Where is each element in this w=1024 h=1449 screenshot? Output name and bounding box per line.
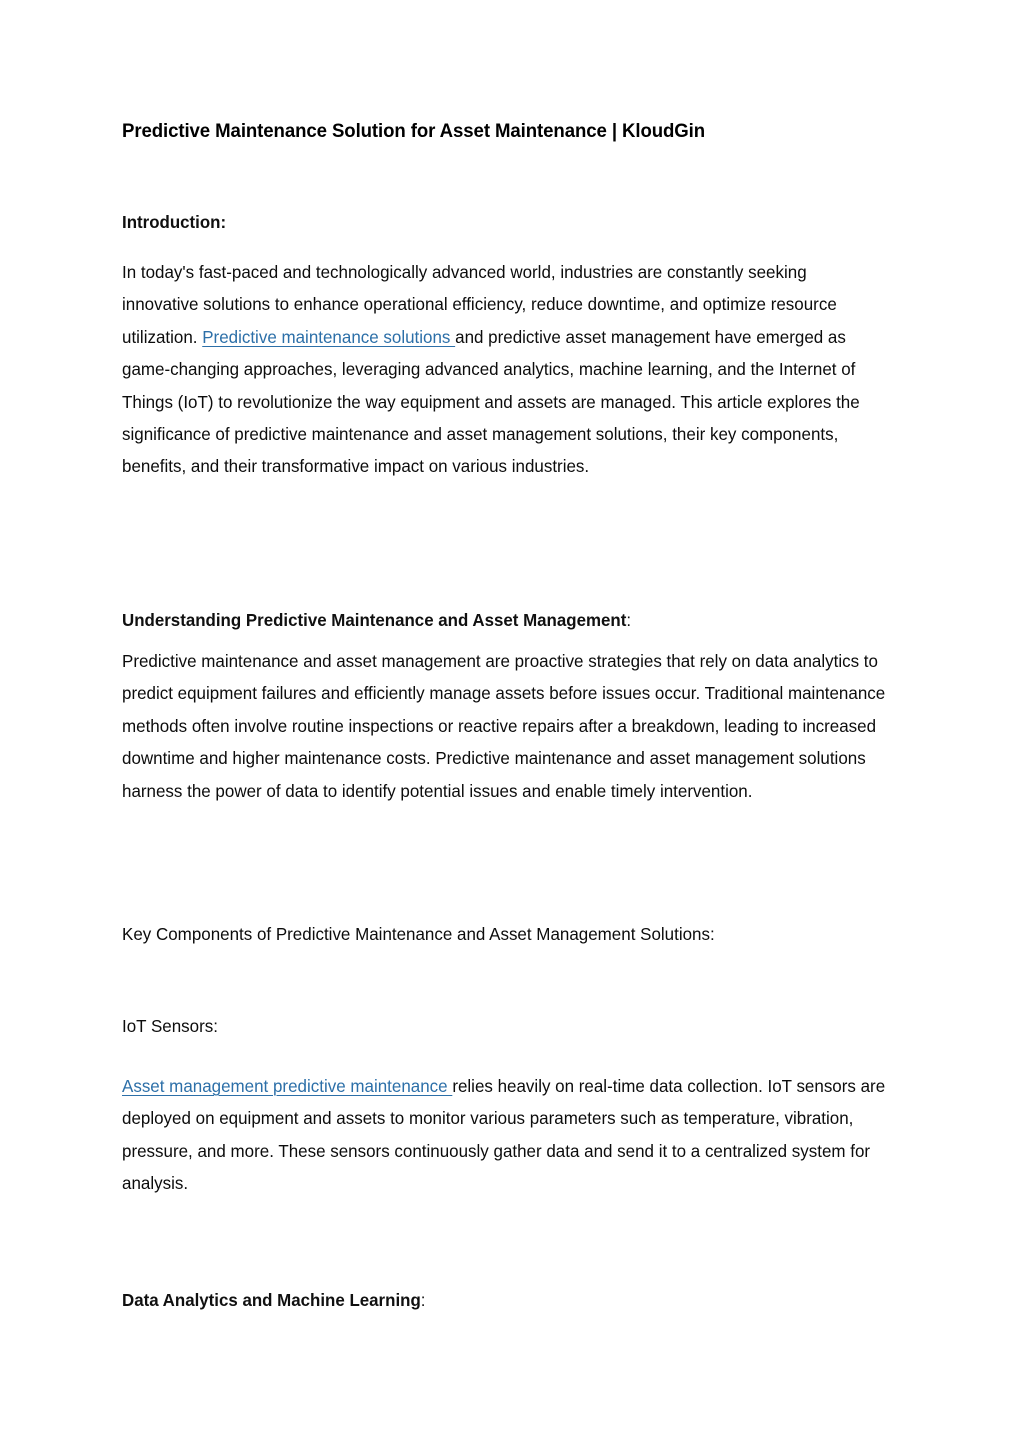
paragraph-understanding: Predictive maintenance and asset management are proactive strategies that rely on data analytics to predict equipment failures and efficiently manage assets before issues occur. Traditional maintenance methods often involve routine inspections or reactive repairs after a breakdown, leading to increased downtime and higher maintenance costs. Predictive maintenance and asset management solutions harness the power of data to identify potential issues and enable timely intervention. [122, 651, 886, 801]
heading-understanding [122, 608, 883, 632]
heading-understanding-colon: : [626, 610, 632, 630]
heading-data-analytics-label: Data Analytics and Machine Learning [122, 1290, 421, 1310]
paragraph-introduction [122, 256, 887, 483]
heading-data-analytics-colon: : [420, 1290, 426, 1310]
line-iot-sensors: IoT Sensors: [122, 1016, 218, 1036]
heading-data-analytics [122, 1288, 883, 1312]
heading-understanding-label: Understanding Predictive Maintenance and Asset Management [122, 610, 627, 630]
iot-text-after-link: relies heavily on real-time data collection. IoT sensors are deployed on equipment and assets to monitor various parameters such as temperature, vibration, pressure, and more. These sensors continuously gather data and send it to a centralized system for analysis. [122, 1076, 886, 1194]
paragraph-iot-sensors [122, 1070, 887, 1200]
intro-text-before-link: In today's fast-paced and technologically advanced world, industries are constantly seeking innovative solutions to enhance operational efficiency, reduce downtime, and optimize resource utilization. [122, 262, 837, 347]
line-key-components: Key Components of Predictive Maintenance and Asset Management Solutions: [122, 924, 715, 944]
link-predictive-maintenance-solutions[interactable]: Predictive maintenance solutions [202, 326, 456, 347]
link-asset-management-predictive-maintenance[interactable]: Asset management predictive maintenance [122, 1076, 453, 1096]
intro-text-after-link: and predictive asset management have emerged as game-changing approaches, leveraging advanced analytics, machine learning, and the Internet of Things (IoT) to revolutionize the way equipment and assets are managed. This article explores the significance of predictive maintenance and asset management solutions, their key components, benefits, and their transformative impact on various industries. [122, 326, 860, 477]
page-title: Predictive Maintenance Solution for Asset Maintenance | KloudGin [122, 120, 706, 142]
heading-introduction: Introduction: [122, 212, 227, 232]
